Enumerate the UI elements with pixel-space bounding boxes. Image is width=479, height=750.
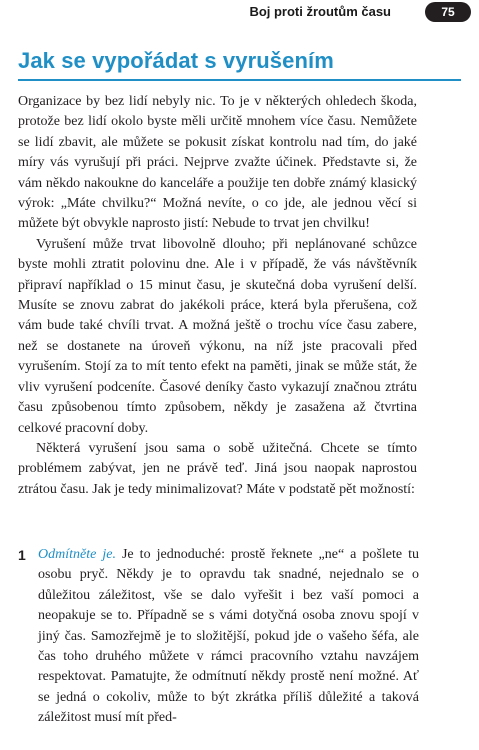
page-number-badge: 75: [425, 2, 471, 22]
section-heading: Jak se vypořádat s vyrušením: [18, 48, 334, 73]
list-item-text: Je to jednoduché: prostě řeknete „ne“ a pošlete tu osobu pryč. Někdy je to opravdu tak snadné, nejednalo se o důležitou záležitost, vše se dalo vyřešit i bez vaší pomoci a neopakuje se to. Případně se s vámi dotyčná osoba znovu spojí v jiný čas. Samozřejmě je to složitější, pokud jde o vašeho šéfa, ale čas toho druhého můžete v rámci pracovního vztahu navzájem respektovat. Pamatujte, že odmítnutí někdy prostě není možné. Ať se jedná o cokoliv, může to být zkrátka příliš důležité a taková záležitost musí mít před-: [38, 547, 420, 726]
running-head: Boj proti žroutům času: [249, 4, 391, 19]
paragraph: Organizace by bez lidí nebyly nic. To je v některých ohledech škoda, protože bez lidí okolo byste měli určitě mnohem více času. Nemůžete se lidí zbavit, ale můžete se pokusit získat kontrolu nad tím, do jaké míry vás vyrušují při práci. Nejprve zvažte účinek. Představte si, že vám někdo nakoukne do kanceláře a použije ten dobře známý klasický výrok: „Máte chvilku?“ Možná nevíte, o co jde, ale jednou věcí si můžete být obvykle naprosto jistí: Nebude to trvat jen chvilku!: [18, 94, 417, 232]
body-text: [18, 92, 417, 500]
numbered-list: [18, 545, 419, 729]
paragraph: Některá vyrušení jsou sama o sobě užitečná. Chcete se tímto problémem zabývat, jen ne právě teď. Jiná jsou naopak naprostou ztrátou času. Jak je tedy minimalizovat? Máte v podstatě pět možností:: [18, 440, 417, 497]
list-item-number: 1: [18, 547, 26, 563]
heading-underline: [18, 79, 461, 81]
paragraph: Vyrušení může trvat libovolně dlouho; při neplánované schůzce byste mohli ztratit polovinu dne. Ale i v případě, že vás návštěvník připraví například o 15 minut času, je skutečná doba vyrušení delší. Musíte se znovu zabrat do jakékoli práce, která byla přerušena, což vám bude také chvíli trvat. A možná ještě o trochu více času zabere, než se dostanete na úroveň výkonu, na níž jste pracovali před vyrušením. Stojí za to mít tento efekt na paměti, jinak se může stát, že vliv vyrušení podceníte. Časové deníky často vykazují značnou ztrátu času způsobenou tímto způsobem, někdy je zasažena až čtvrtina celkové pracovní doby.: [18, 236, 417, 436]
list-item-lead: Odmítněte je.: [38, 547, 116, 562]
list-item: [18, 545, 419, 729]
list-item-body: [38, 545, 419, 729]
